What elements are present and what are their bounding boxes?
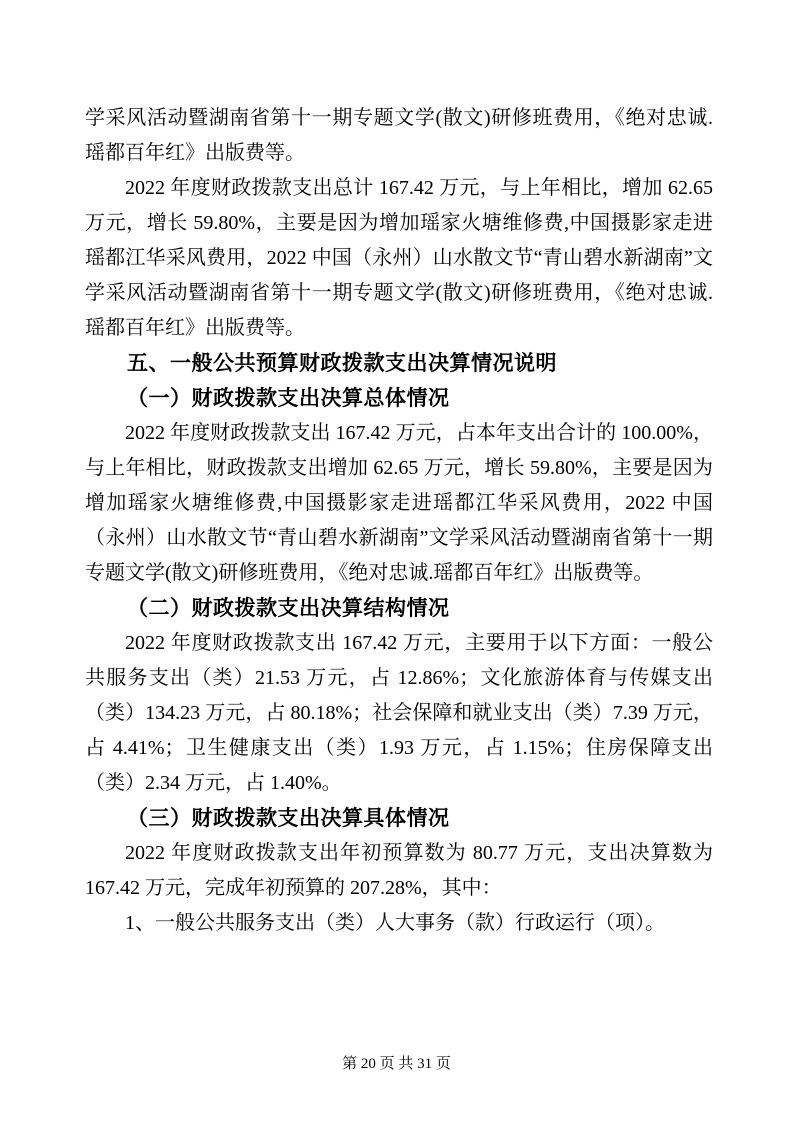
paragraph-continuation: 学采风活动暨湖南省第十一期专题文学(散文)研修班费用，《绝对忠诚.瑶都百年红》出版费等。 — [85, 107, 713, 164]
page-number-footer: 第 20 页 共 31 页 — [342, 1056, 451, 1072]
document-content — [85, 101, 713, 941]
subsection-heading: （一）财政拨款支出决算总体情况 — [127, 387, 450, 410]
paragraph: 2022 年度财政拨款支出 167.42 万元，主要用于以下方面：一般公共服务支出（类）21.53 万元，占 12.86%；文化旅游体育与传媒支出（类）134.23 万元，占 80.18%；社会保障和就业支出（类）7.39 万元，占 4.41%；卫生健康支出（类）1.93 万元，占 1.15%；住房保障支出（类）2.34 万元，占 1.40%。 — [85, 632, 713, 794]
paragraph: 2022 年度财政拨款支出 167.42 万元，占本年支出合计的 100.00%，与上年相比，财政拨款支出增加 62.65 万元，增长 59.80%，主要是因为增加瑶家火塘维修费,中国摄影家走进瑶都江华采风费用，2022 中国（永州）山水散文节“青山碧水新湖南”文学采风活动暨湖南省第十一期专题文学(散文)研修班费用，《绝对忠诚.瑶都百年红》出版费等。 — [85, 422, 713, 584]
paragraph: 1、一般公共服务支出（类）人大事务（款）行政运行（项）。 — [125, 912, 665, 934]
paragraph: 2022 年度财政拨款支出总计 167.42 万元，与上年相比，增加 62.65 万元，增长 59.80%，主要是因为增加瑶家火塘维修费,中国摄影家走进瑶都江华采风费用，2022 中国（永州）山水散文节“青山碧水新湖南”文学采风活动暨湖南省第十一期专题文学(散文)研修班费用，《绝对忠诚.瑶都百年红》出版费等。 — [85, 177, 713, 339]
section-heading: 五、一般公共预算财政拨款支出决算情况说明 — [127, 352, 557, 375]
subsection-heading: （三）财政拨款支出决算具体情况 — [127, 807, 450, 830]
paragraph: 2022 年度财政拨款支出年初预算数为 80.77 万元，支出决算数为 167.42 万元，完成年初预算的 207.28%，其中： — [85, 842, 713, 899]
subsection-heading: （二）财政拨款支出决算结构情况 — [127, 597, 450, 620]
